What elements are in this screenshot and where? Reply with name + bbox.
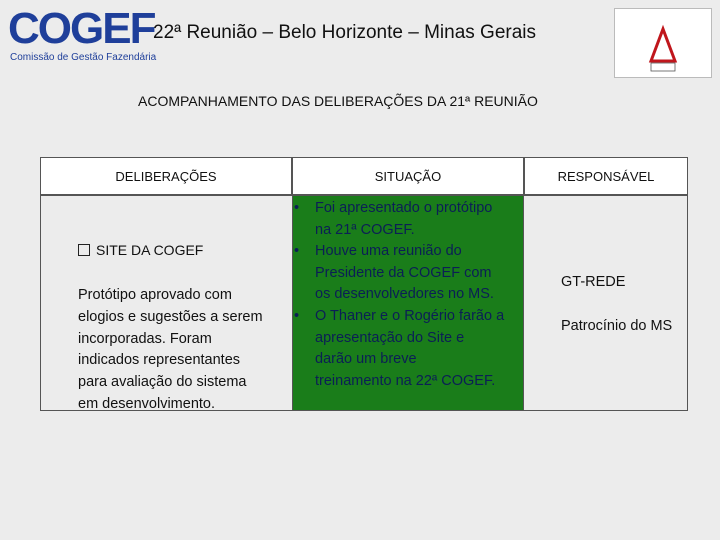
bullet-icon: • — [294, 243, 300, 260]
checkbox-bullet-icon — [78, 244, 90, 256]
cell-responsavel — [524, 195, 688, 411]
description-line: Protótipo aprovado com — [78, 287, 232, 303]
situation-line: Presidente da COGEF com — [315, 264, 492, 281]
cogef-logo — [8, 4, 157, 68]
logo-wordmark: COGEF — [8, 4, 155, 53]
situation-item — [292, 306, 528, 392]
situation-line: O Thaner e o Rogério farão a — [315, 307, 505, 324]
situation-item — [292, 198, 528, 241]
situation-item — [292, 241, 528, 306]
description-line: elogios e sugestões a serem — [78, 308, 263, 325]
situation-line: darão um breve — [315, 351, 417, 368]
minas-gerais-seal — [614, 8, 712, 78]
bullet-icon: • — [294, 200, 300, 216]
situation-list — [292, 198, 528, 392]
deliberation-description — [78, 285, 293, 416]
page-title: 22ª Reunião – Belo Horizonte – Minas Gerais — [153, 22, 537, 43]
description-line: para avaliação do sistema — [78, 374, 247, 391]
situation-line: treinamento na 22ª COGEF. — [315, 372, 496, 389]
column-header-deliberacoes: DELIBERAÇÕES — [40, 157, 292, 195]
situation-line: Houve uma reunião do — [315, 243, 462, 260]
situation-line: Foi apresentado o protótipo — [315, 200, 493, 216]
column-header-situacao: SITUAÇÃO — [292, 157, 524, 195]
responsible-gt-rede: GT-REDE — [561, 274, 626, 290]
bullet-icon: • — [294, 307, 300, 324]
description-line: indicados representantes — [78, 352, 241, 369]
description-line: em desenvolvimento. — [78, 395, 216, 412]
logo-subtitle: Comissão de Gestão Fazendária — [10, 52, 157, 63]
column-header-responsavel: RESPONSÁVEL — [524, 157, 688, 195]
situation-line: na 21ª COGEF. — [315, 221, 415, 238]
situation-line: apresentação do Site e — [315, 329, 465, 346]
deliberation-item — [78, 242, 203, 258]
deliberation-item-label: SITE DA COGEF — [96, 242, 204, 258]
responsible-patrocinio: Patrocínio do MS — [561, 318, 673, 334]
description-line: incorporadas. Foram — [78, 330, 212, 347]
section-subtitle: ACOMPANHAMENTO DAS DELIBERAÇÕES DA 21ª REUNIÃO — [138, 93, 538, 109]
seal-icon — [615, 9, 711, 77]
situation-line: os desenvolvedores no MS. — [315, 286, 494, 303]
